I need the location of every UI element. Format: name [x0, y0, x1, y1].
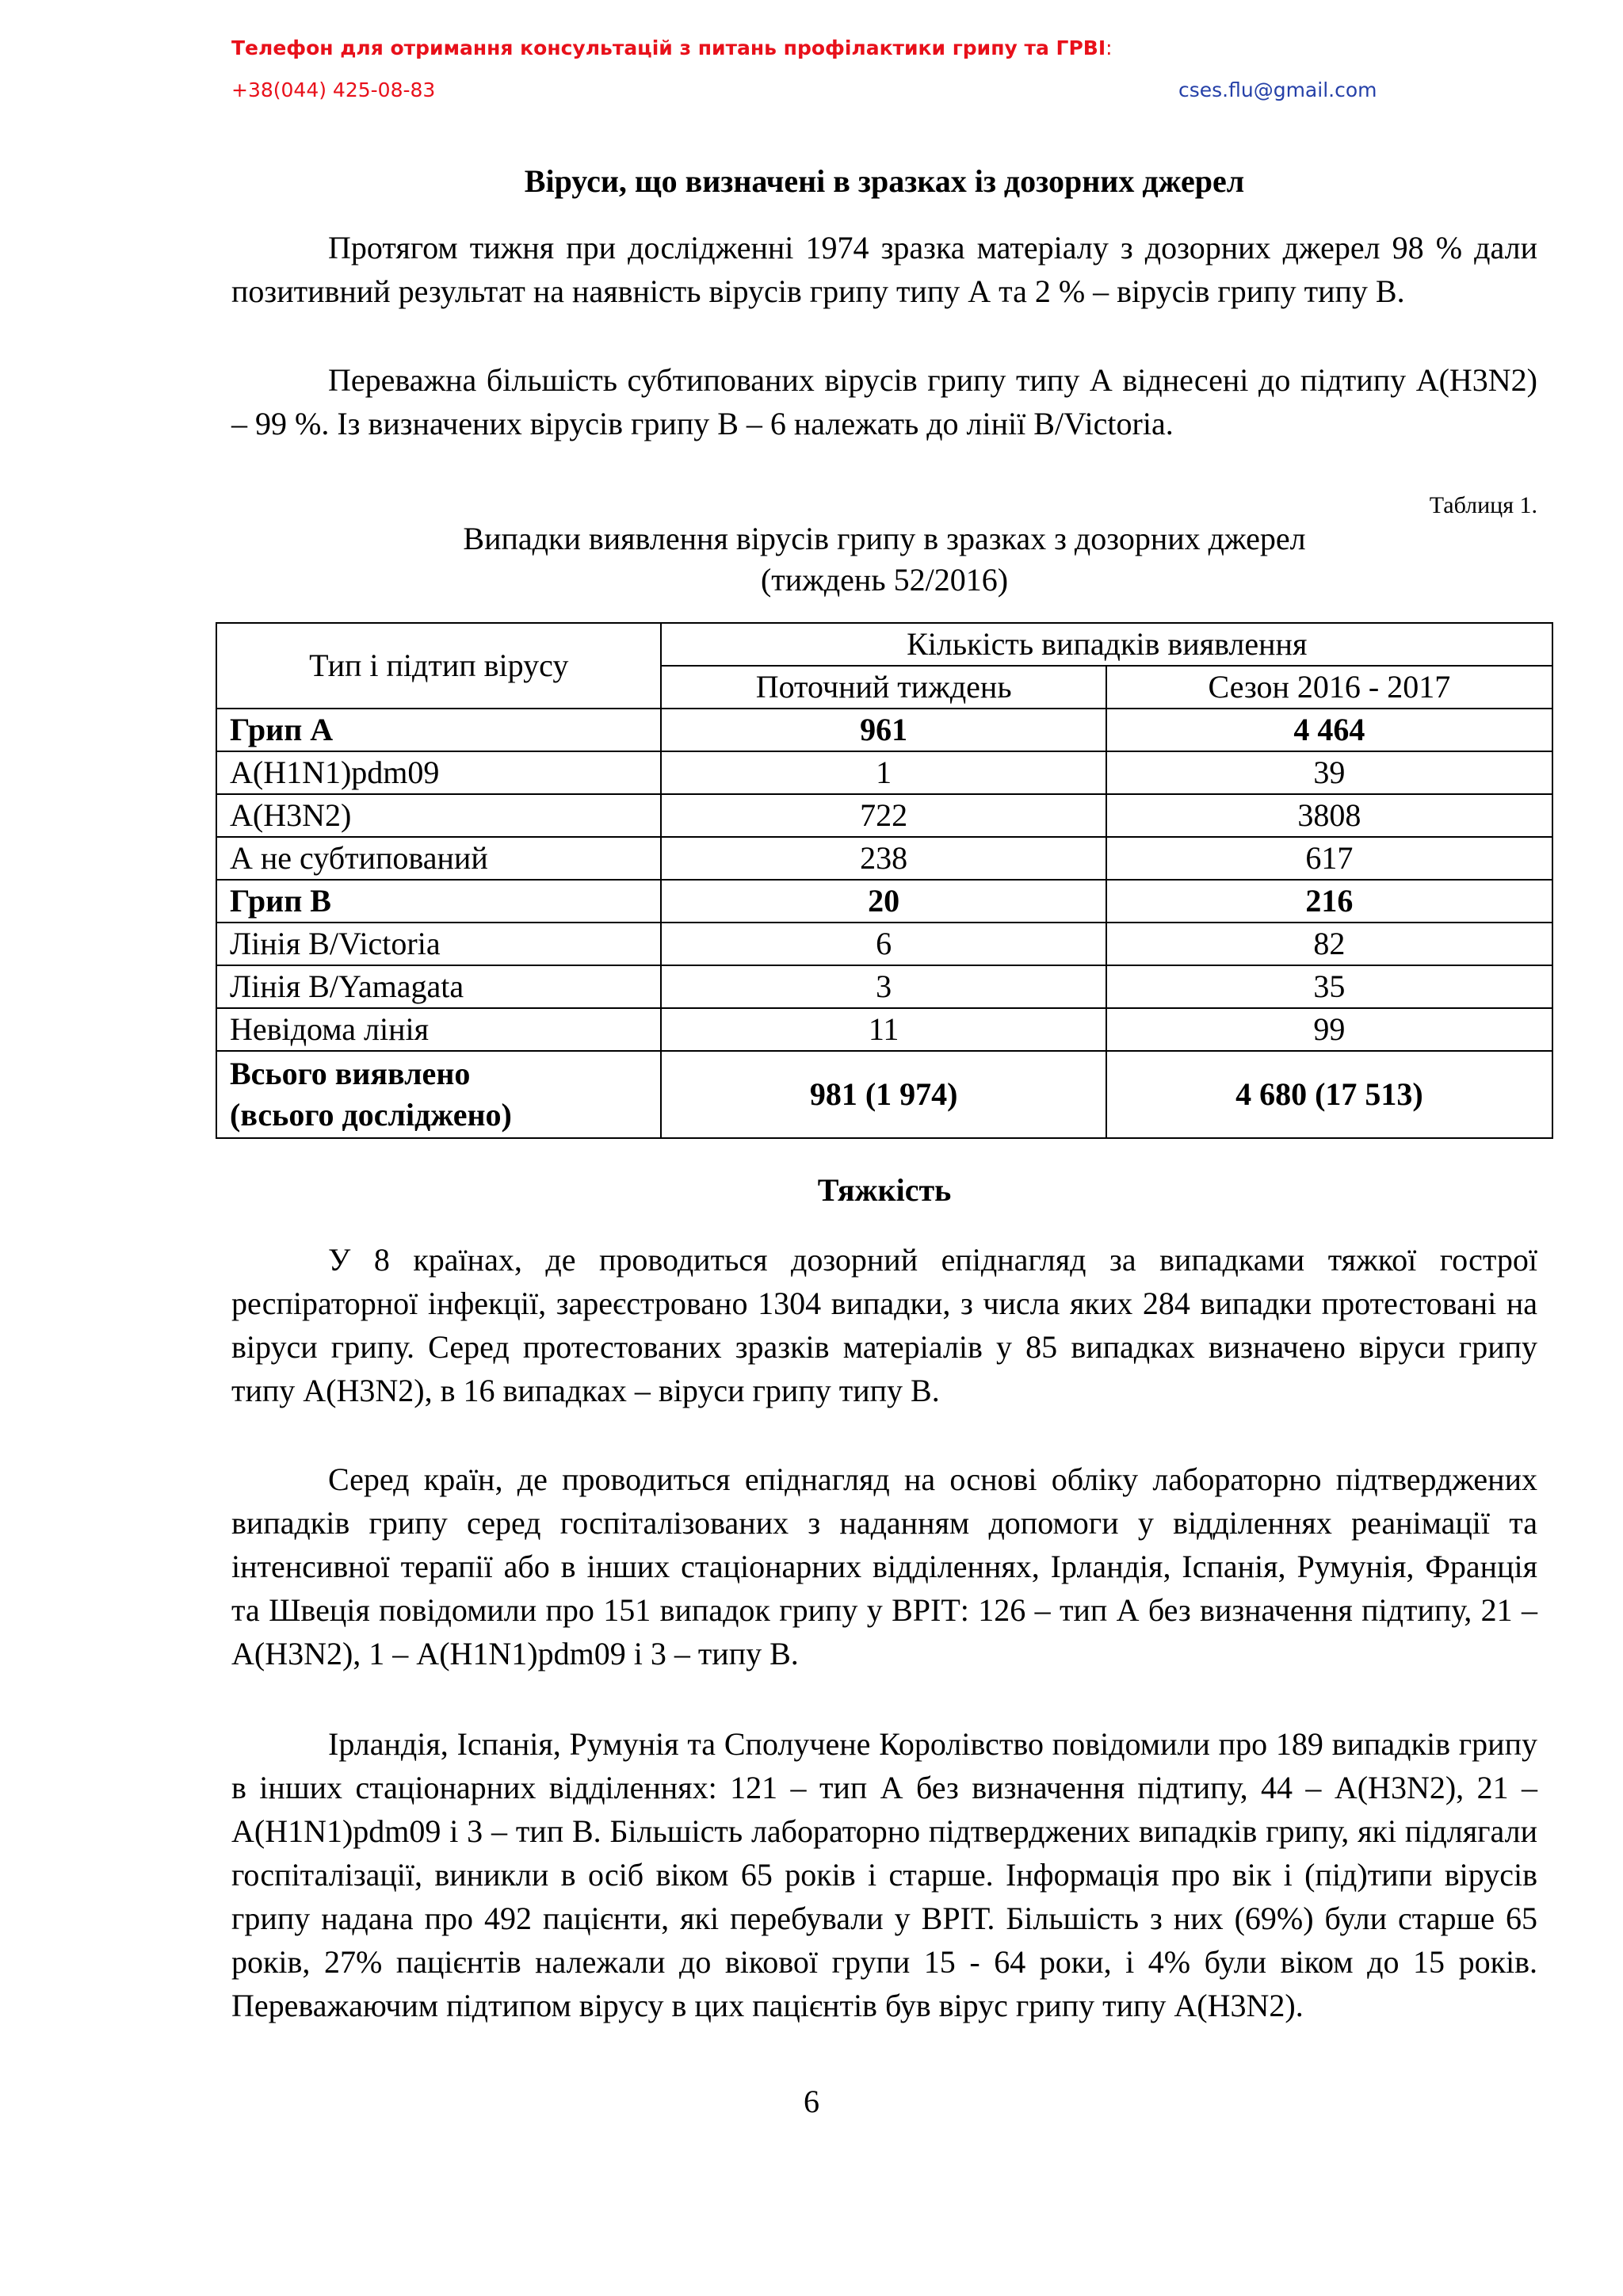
section-heading-viruses: Віруси, що визначені в зразках із дозорних джерел — [524, 163, 1245, 199]
row-current: 20 — [661, 880, 1106, 923]
row-season: 617 — [1106, 837, 1552, 880]
total-name-line2: (всього досліджено) — [230, 1097, 512, 1133]
paragraph: Протягом тижня при дослідженні 1974 зразка матеріалу з дозорних джерел 98 % дали позитивний результат на наявність вірусів грипу типу А та 2 % – вірусів грипу типу В. — [231, 230, 1537, 309]
row-current: 6 — [661, 923, 1106, 965]
row-current: 238 — [661, 837, 1106, 880]
table-row — [216, 751, 1552, 794]
hotline-title-text: Телефон для отримання консультацій з питань профілактики грипу та ГРВІ — [231, 36, 1106, 59]
row-season: 216 — [1106, 880, 1552, 923]
table-total-row — [216, 1051, 1552, 1138]
row-name: Невідома лінія — [216, 1008, 661, 1051]
table-caption-line2: (тиждень 52/2016) — [760, 562, 1009, 598]
paragraph: Серед країн, де проводиться епіднагляд на основі обліку лабораторно підтверджених випадків грипу серед госпіталізованих з наданням допомоги у відділеннях реанімації та інтенсивної терапії або в інших стаціонарних відділеннях, Ірландія, Іспанія, Румунія, Франція та Швеція повідомили про 151 випадок грипу у ВРІТ: 126 – тип А без визначення підтипу, 21 – А(H3N2), 1 – А(H1N1)pdm09 і 3 – типу В. — [231, 1461, 1537, 1671]
paragraph: Переважна більшість субтипованих вірусів грипу типу А віднесені до підтипу А(H3N2) – 99 %. Із визначених вірусів грипу В – 6 належать до лінії В/Victoria. — [231, 362, 1537, 441]
hotline-phone: +38(044) 425-08-83 — [231, 78, 436, 101]
header-season: Сезон 2016 - 2017 — [1106, 666, 1552, 709]
section-heading-severity: Тяжкість — [817, 1172, 952, 1208]
paragraph: У 8 країнах, де проводиться дозорний епіднагляд за випадками тяжкої гострої респіраторної інфекції, зареєстровано 1304 випадки, з числа яких 284 випадки протестовані на віруси грипу. Серед протестованих зразків матеріалів у 85 випадках визначено віруси грипу типу А(H3N2), в 16 випадках – віруси грипу типу В. — [231, 1242, 1537, 1408]
row-current: 1 — [661, 751, 1106, 794]
total-current: 981 (1 974) — [661, 1051, 1106, 1138]
table-label: Таблиця 1. — [1429, 492, 1537, 518]
page-number: 6 — [804, 2084, 819, 2119]
table-row — [216, 965, 1552, 1008]
contact-email: cses.flu@gmail.com — [1178, 78, 1377, 101]
total-season: 4 680 (17 513) — [1106, 1051, 1552, 1138]
hotline-title-colon: : — [1106, 36, 1113, 59]
row-current: 11 — [661, 1008, 1106, 1051]
table-row — [216, 1008, 1552, 1051]
hotline-title — [231, 36, 1113, 59]
table-row — [216, 837, 1552, 880]
table-row — [216, 880, 1552, 923]
table-row — [216, 794, 1552, 837]
table-row — [216, 709, 1552, 751]
row-name: Лінія B/Yamagata — [216, 965, 661, 1008]
row-name: Грип А — [216, 709, 661, 751]
row-current: 722 — [661, 794, 1106, 837]
row-season: 82 — [1106, 923, 1552, 965]
table-caption-line1: Випадки виявлення вірусів грипу в зразках з дозорних джерел — [463, 521, 1306, 556]
table-header-row — [216, 623, 1552, 666]
header-current-week: Поточний тиждень — [661, 666, 1106, 709]
detections-table — [216, 622, 1553, 1139]
paragraph: Ірландія, Іспанія, Румунія та Сполучене Королівство повідомили про 189 випадків грипу в інших стаціонарних відділеннях: 121 – тип А без визначення підтипу, 44 – А(H3N2), 21 – А(H1N1)pdm09 і 3 – тип В. Більшість лабораторно підтверджених випадків грипу, які підлягали госпіталізації, виникли в осіб віком 65 років і старше. Інформація про вік і (під)типи вірусів грипу надана про 492 пацієнти, які перебували у ВРІТ. Більшість з них (69%) були старше 65 років, 27% пацієнтів належали до вікової групи 15 - 64 роки, і 4% були віком до 15 років. Переважаючим підтипом вірусу в цих пацієнтів був вірус грипу типу А(H3N2). — [231, 1726, 1537, 2023]
row-name: Лінія B/Victoria — [216, 923, 661, 965]
total-name-line1: Всього виявлено — [230, 1056, 471, 1091]
row-season: 4 464 — [1106, 709, 1552, 751]
table-row — [216, 923, 1552, 965]
row-name: A(H1N1)pdm09 — [216, 751, 661, 794]
row-season: 35 — [1106, 965, 1552, 1008]
row-name: Грип В — [216, 880, 661, 923]
row-current: 3 — [661, 965, 1106, 1008]
row-season: 39 — [1106, 751, 1552, 794]
row-season: 99 — [1106, 1008, 1552, 1051]
header-virus-type: Тип і підтип вірусу — [216, 623, 661, 709]
row-current: 961 — [661, 709, 1106, 751]
total-name — [216, 1051, 661, 1138]
row-name: A(H3N2) — [216, 794, 661, 837]
row-name: А не субтипований — [216, 837, 661, 880]
header-detection-count: Кількість випадків виявлення — [661, 623, 1552, 666]
table-caption — [231, 518, 1537, 601]
row-season: 3808 — [1106, 794, 1552, 837]
